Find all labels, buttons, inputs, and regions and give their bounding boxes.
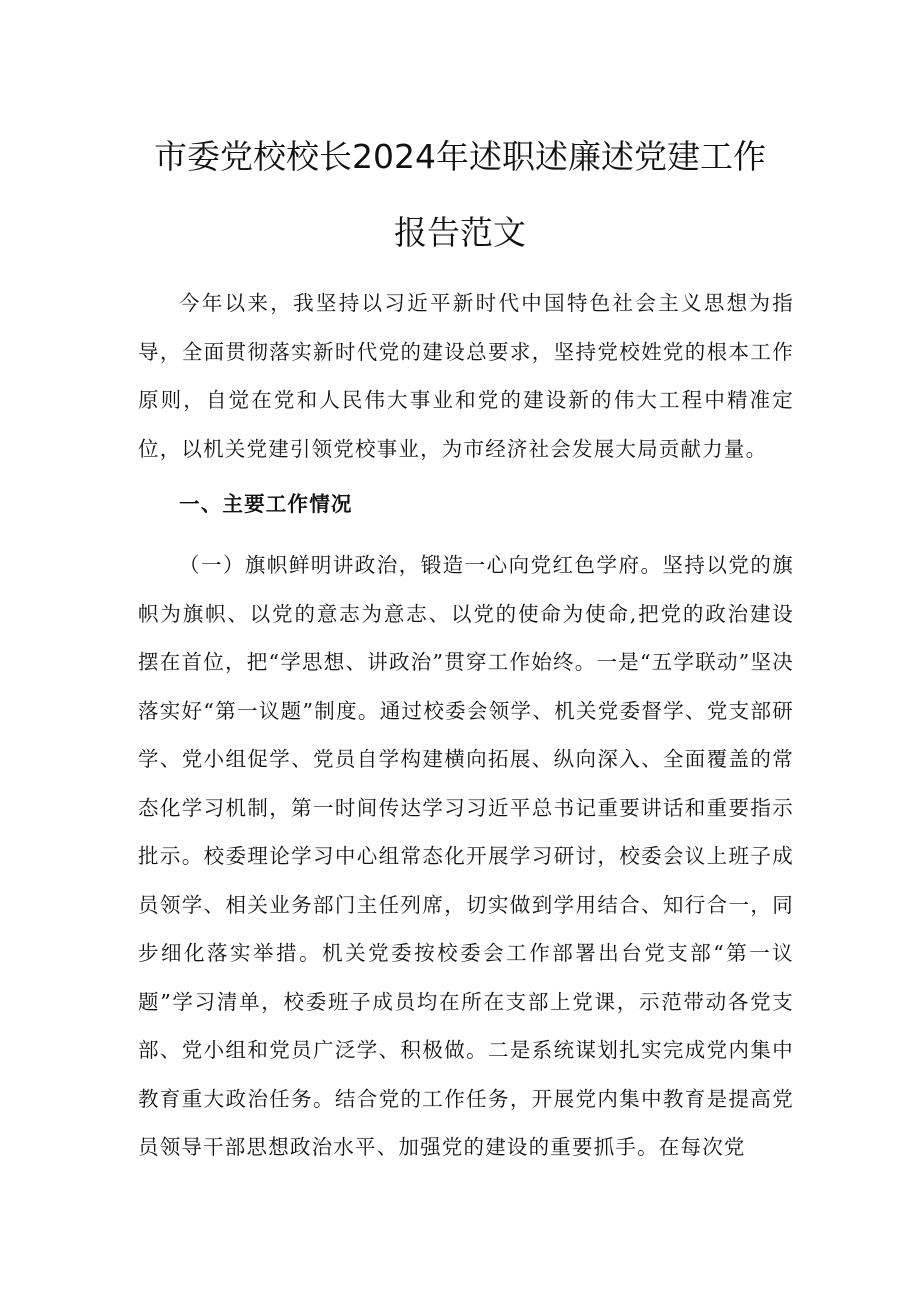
- section-heading-main-work: 一、主要工作情况: [179, 492, 353, 516]
- intro-paragraph: 今年以来，我坚持以习近平新时代中国特色社会主义思想为指导，全面贯彻落实新时代党的建设总要求，坚持党校姓党的根本工作原则，自觉在党和人民伟大事业和党的建设新的伟大工程中精准定位，以机关党建引领党校事业，为市经济社会发展大局贡献力量。: [138, 291, 794, 461]
- section-1-paragraph: （一）旗帜鲜明讲政治，锻造一心向党红色学府。坚持以党的旗帜为旗帜、以党的意志为意志、以党的使命为使命,把党的政治建设摆在首位，把“学思想、讲政治”贯穿工作始终。一是“五学联动”坚决落实好“第一议题”制度。通过校委会领学、机关党委督学、党支部研学、党小组促学、党员自学构建横向拓展、纵向深入、全面覆盖的常态化学习机制，第一时间传达学习习近平总书记重要讲话和重要指示批示。校委理论学习中心组常态化开展学习研讨，校委会议上班子成员领学、相关业务部门主任列席，切实做到学用结合、知行合一，同步细化落实举措。机关党委按校委会工作部署出台党支部“第一议题”学习清单，校委班子成员均在所在支部上党课，示范带动各党支部、党小组和党员广泛学、积极做。二是系统谋划扎实完成党内集中教育重大政治任务。结合党的工作任务，开展党内集中教育是提高党员领导干部思想政治水平、加强党的建设的重要抓手。在每次党: [138, 553, 794, 1159]
- document-title-line-1: 市委党校校长2024年述职述廉述党建工作: [154, 137, 766, 176]
- document-title-line-2: 报告范文: [394, 213, 526, 252]
